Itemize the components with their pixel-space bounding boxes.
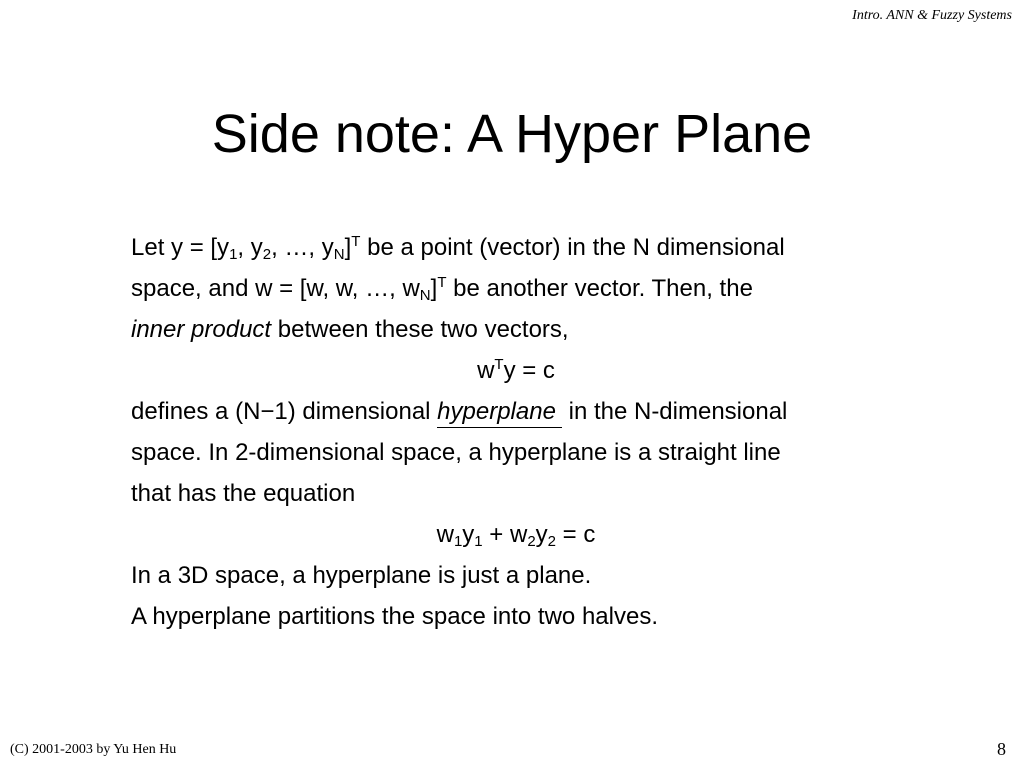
subscript: 1 — [474, 533, 483, 550]
hyperplane-term: hyperplane — [437, 397, 562, 428]
subscript: 2 — [262, 246, 272, 263]
text-segment: + w — [482, 521, 528, 548]
subscript: 2 — [547, 533, 557, 550]
body-line-partition: A hyperplane partitions the space into two halves. — [131, 603, 658, 630]
inner-product-term: inner product — [131, 316, 272, 343]
body-line-hyperplane-definition — [131, 391, 951, 432]
text-segment: ] — [430, 275, 438, 302]
text-segment: be a point (vector) in the N dimensional — [360, 234, 785, 261]
subscript: N — [333, 246, 345, 263]
course-header: Intro. ANN & Fuzzy Systems — [852, 8, 1012, 23]
subscript: 1 — [453, 533, 463, 550]
page-number: 8 — [997, 739, 1006, 759]
body-line-vector-definition — [131, 268, 951, 309]
text-segment: ] — [344, 234, 352, 261]
equation-inner-product — [131, 350, 951, 391]
superscript: T — [351, 233, 361, 250]
superscript: T — [494, 356, 504, 373]
slide-body — [131, 227, 951, 637]
body-line-point-definition — [131, 227, 951, 268]
text-segment: w — [436, 521, 454, 548]
text-segment: in the N-dimensional — [561, 398, 788, 425]
text-segment: defines a (N−1) dimensional — [131, 398, 438, 425]
subscript: N — [419, 287, 431, 304]
body-line-3d-space: In a 3D space, a hyperplane is just a plane. — [131, 562, 592, 589]
slide-title: Side note: A Hyper Plane — [211, 104, 813, 164]
superscript: T — [437, 274, 447, 291]
text-segment: between these two vectors, — [271, 316, 569, 343]
text-segment: w — [477, 357, 495, 384]
text-segment: y — [535, 521, 548, 548]
copyright-footer: (C) 2001-2003 by Yu Hen Hu — [10, 742, 177, 757]
equation-line — [131, 514, 951, 555]
subscript: 2 — [527, 533, 536, 550]
subscript: 1 — [229, 246, 238, 263]
text-segment: y — [462, 521, 475, 548]
text-segment: y = c — [503, 357, 555, 384]
text-segment: , …, y — [271, 234, 334, 261]
text-segment: be another vector. Then, the — [446, 275, 753, 302]
text-segment: = c — [556, 521, 596, 548]
body-line-equation-intro: that has the equation — [131, 480, 356, 507]
body-line-2d-space: space. In 2-dimensional space, a hyperplane is a straight line — [131, 439, 781, 466]
text-segment: , y — [237, 234, 263, 261]
text-segment: Let y = [y — [131, 234, 230, 261]
text-segment: space, and w = [w, w, …, w — [131, 275, 420, 302]
body-line-inner-product — [131, 309, 951, 350]
